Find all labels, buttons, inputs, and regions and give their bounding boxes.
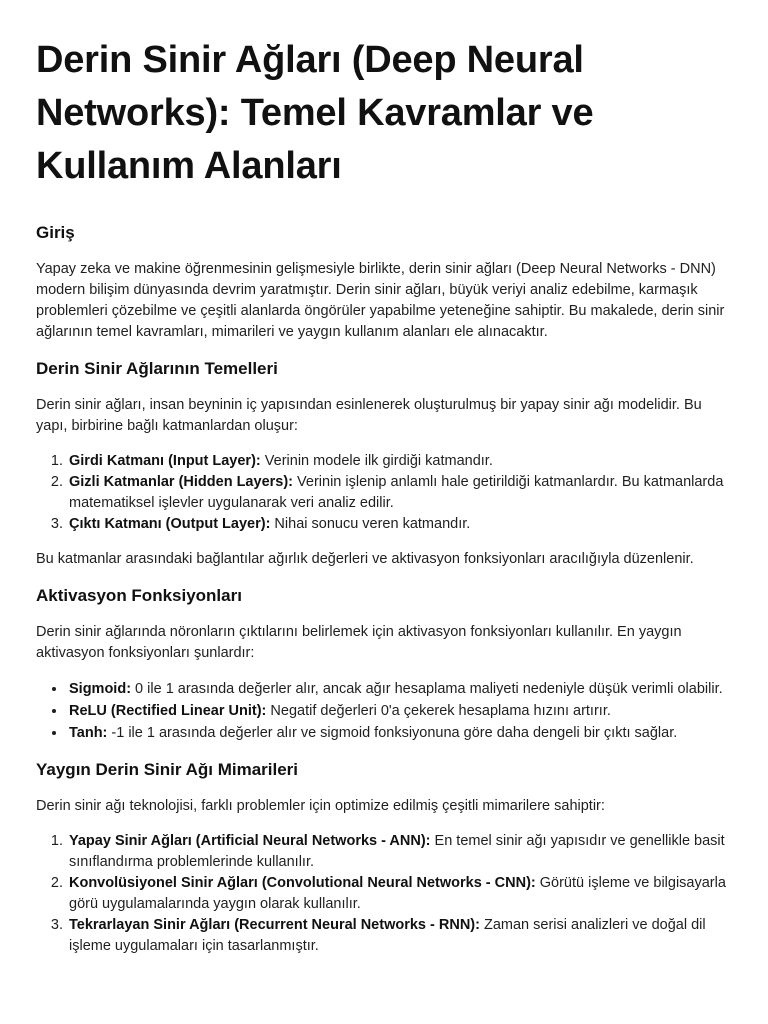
basics-section (36, 357, 732, 570)
list-item (67, 678, 732, 700)
list-item (67, 873, 732, 915)
list-item-term: Gizli Katmanlar (Hidden Layers): (69, 474, 293, 490)
list-item (67, 722, 732, 744)
basics-paragraph: Derin sinir ağları, insan beyninin iç yapısından esinlenerek oluşturulmuş bir yapay sinir ağı modelidir. Bu yapı, birbirine bağlı katmanlardan oluşur: (36, 397, 702, 434)
list-item (67, 700, 732, 722)
list-item-desc: -1 ile 1 arasında değerler alır ve sigmoid fonksiyonuna göre daha dengeli bir çıktı sağlar. (107, 725, 678, 741)
list-item (67, 915, 732, 957)
list-item-desc: Verinin işlenip anlamlı hale getirildiği katmanlardır. Bu katmanlarda matematiksel işlevler uygulanarak veri analiz edilir. (69, 474, 724, 511)
architectures-list (36, 831, 732, 957)
activation-list (36, 678, 732, 744)
activation-heading: Aktivasyon Fonksiyonları (36, 586, 242, 605)
list-item-term: ReLU (Rectified Linear Unit): (69, 703, 267, 719)
list-item-term: Çıktı Katmanı (Output Layer): (69, 516, 271, 532)
page-title: Derin Sinir Ağları (Deep Neural Networks): Temel Kavramlar ve Kullanım Alanları (36, 39, 594, 187)
list-item-desc: Verinin modele ilk girdiği katmandır. (260, 453, 493, 469)
list-item-term: Sigmoid: (69, 681, 132, 697)
intro-heading: Giriş (36, 223, 75, 242)
list-item-term: Girdi Katmanı (Input Layer): (69, 453, 261, 469)
list-item (67, 472, 732, 514)
list-item-term: Tanh: (69, 725, 108, 741)
list-item-term: Tekrarlayan Sinir Ağları (Recurrent Neural Networks - RNN): (69, 917, 480, 933)
intro-section (36, 221, 732, 343)
architectures-paragraph: Derin sinir ağı teknolojisi, farklı problemler için optimize edilmiş çeşitli mimarilere sahiptir: (36, 798, 605, 814)
list-item (67, 831, 732, 873)
intro-paragraph: Yapay zeka ve makine öğrenmesinin gelişmesiyle birlikte, derin sinir ağları (Deep Neural Networks - DNN) modern bilişim dünyasında devrim yaratmıştır. Derin sinir ağları, büyük veriyi analiz edebilme, karmaşık problemleri çözebilme ve çeşitli alanlarda öngörüler yapabilme yeteneğine sahiptir. Bu makalede, derin sinir ağlarının temel kavramları, mimarileri ve yaygın kullanım alanları ele alınacaktır. (36, 261, 725, 340)
list-item-desc: Zaman serisi analizleri ve doğal dil işleme uygulamaları için tasarlanmıştır. (69, 917, 706, 954)
list-item-desc: En temel sinir ağı yapısıdır ve genellikle basit sınıflandırma problemlerinde kullanılır. (69, 833, 725, 870)
activation-section (36, 584, 732, 744)
list-item-desc: Negatif değerleri 0'a çekerek hesaplama hızını artırır. (266, 703, 611, 719)
list-item (67, 514, 732, 535)
layers-list (36, 451, 732, 535)
list-item-term: Yapay Sinir Ağları (Artificial Neural Networks - ANN): (69, 833, 431, 849)
list-item-desc: Görütü işleme ve bilgisayarla görü uygulamalarında yaygın olarak kullanılır. (69, 875, 726, 912)
list-item-desc: Nihai sonucu veren katmandır. (270, 516, 471, 532)
list-item-desc: 0 ile 1 arasında değerler alır, ancak ağır hesaplama maliyeti nedeniyle düşük verimli olabilir. (131, 681, 723, 697)
architectures-section (36, 758, 732, 957)
activation-paragraph: Derin sinir ağlarında nöronların çıktılarını belirlemek için aktivasyon fonksiyonları kullanılır. En yaygın aktivasyon fonksiyonları şunlardır: (36, 624, 682, 661)
list-item (67, 451, 732, 472)
architectures-heading: Yaygın Derin Sinir Ağı Mimarileri (36, 760, 298, 779)
basics-heading: Derin Sinir Ağlarının Temelleri (36, 359, 278, 378)
list-item-term: Konvolüsiyonel Sinir Ağları (Convolutional Neural Networks - CNN): (69, 875, 536, 891)
basics-closing: Bu katmanlar arasındaki bağlantılar ağırlık değerleri ve aktivasyon fonksiyonları aracılığıyla düzenlenir. (36, 551, 694, 567)
